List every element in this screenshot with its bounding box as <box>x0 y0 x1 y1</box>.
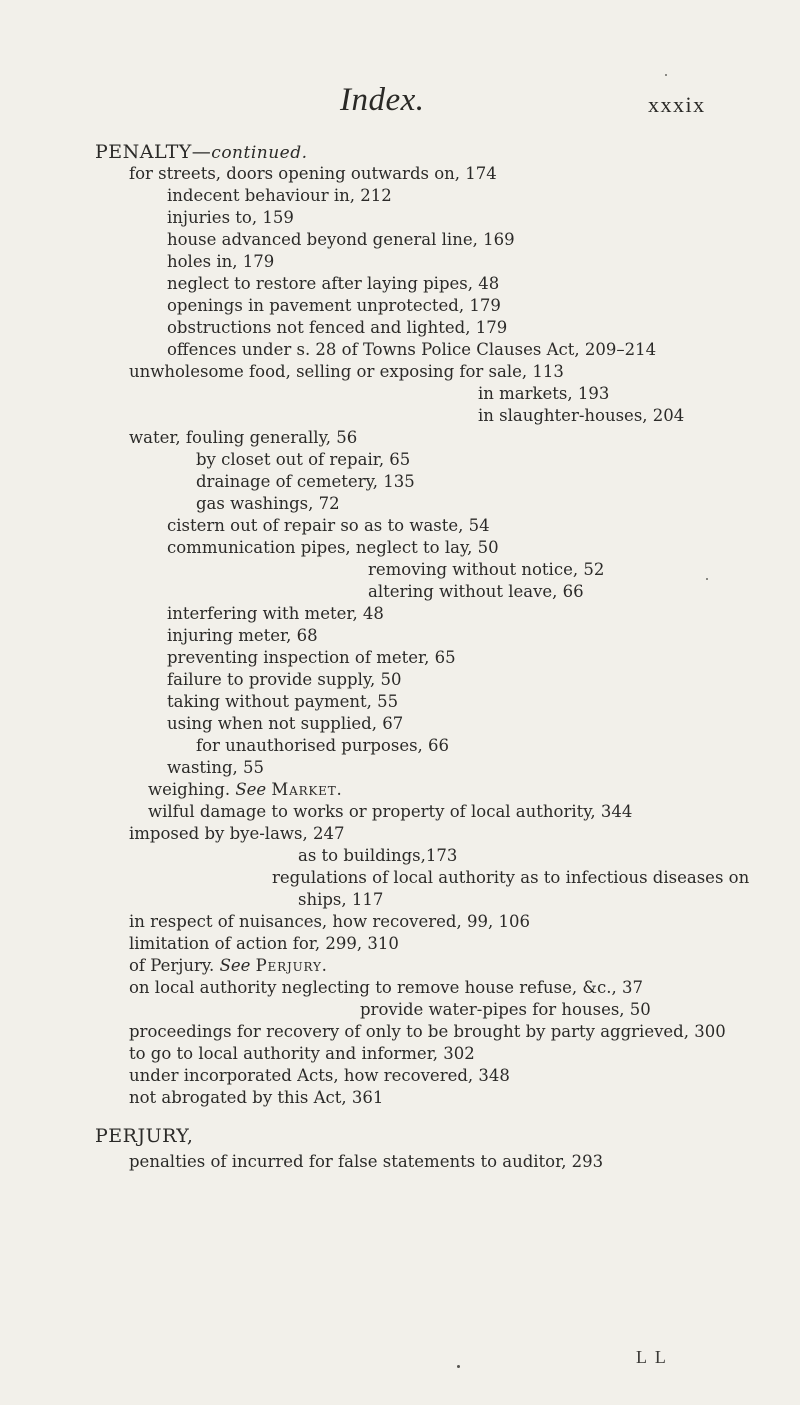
subentry: regulations of local authority as to infectious diseases on <box>272 868 750 887</box>
subentry: for streets, doors opening outwards on, 174 <box>129 164 497 183</box>
subentry: wilful damage to works or property of local authority, 344 <box>148 802 633 821</box>
page-number: xxxix <box>648 92 706 117</box>
subentry: on local authority neglecting to remove house refuse, &c., 37 <box>129 978 644 997</box>
subentry: removing without notice, 52 <box>368 560 605 579</box>
subentry: not abrogated by this Act, 361 <box>129 1088 384 1107</box>
cross-reference-weighing <box>148 780 343 800</box>
subentry: to go to local authority and informer, 302 <box>129 1044 475 1063</box>
entry-heading-perjury: PERJURY, <box>95 1125 194 1147</box>
subentry: penalties of incurred for false statements to auditor, 293 <box>129 1152 604 1171</box>
speck <box>665 74 667 76</box>
speck <box>706 578 708 580</box>
subentry: proceedings for recovery of only to be brought by party aggrieved, 300 <box>129 1022 726 1041</box>
entry-heading-penalty <box>95 142 308 163</box>
subentry: imposed by bye-laws, 247 <box>129 824 345 843</box>
signature-mark: L L <box>636 1347 668 1367</box>
subentry: gas washings, 72 <box>196 494 340 513</box>
subentry: taking without payment, 55 <box>167 692 399 711</box>
subentry: preventing inspection of meter, 65 <box>167 648 456 667</box>
subentry: ships, 117 <box>298 890 384 909</box>
subentry: openings in pavement unprotected, 179 <box>167 296 501 315</box>
subentry: in slaughter-houses, 204 <box>478 406 685 425</box>
subentry: unwholesome food, selling or exposing for sale, 113 <box>129 362 564 381</box>
subentry: neglect to restore after laying pipes, 48 <box>167 274 500 293</box>
subentry: altering without leave, 66 <box>368 582 584 601</box>
subentry: holes in, 179 <box>167 252 275 271</box>
subentry: injuries to, 159 <box>167 208 294 227</box>
subentry: using when not supplied, 67 <box>167 714 404 733</box>
subentry: in markets, 193 <box>478 384 610 403</box>
subentry: under incorporated Acts, how recovered, 348 <box>129 1066 510 1085</box>
subentry: wasting, 55 <box>167 758 265 777</box>
subentry: by closet out of repair, 65 <box>196 450 411 469</box>
print-mark <box>457 1365 460 1368</box>
subentry: communication pipes, neglect to lay, 50 <box>167 538 499 557</box>
ref-perjury: Perjury. <box>255 956 328 975</box>
subentry: house advanced beyond general line, 169 <box>167 230 515 249</box>
subentry: in respect of nuisances, how recovered, 99, 106 <box>129 912 530 931</box>
subentry: water, fouling generally, 56 <box>129 428 358 447</box>
perjury-ref-text: of Perjury. <box>129 956 215 975</box>
subentry: injuring meter, 68 <box>167 626 318 645</box>
continued-label: continued. <box>211 143 308 163</box>
subentry: indecent behaviour in, 212 <box>167 186 392 205</box>
subentry: as to buildings,173 <box>298 846 458 865</box>
subentry: drainage of cemetery, 135 <box>196 472 415 491</box>
subentry: limitation of action for, 299, 310 <box>129 934 399 953</box>
weighing-text: weighing. <box>148 780 231 799</box>
subentry: offences under s. 28 of Towns Police Clauses Act, 209–214 <box>167 340 657 359</box>
subentry: interfering with meter, 48 <box>167 604 384 623</box>
running-title: Index. <box>340 82 425 118</box>
heading-dash: — <box>191 141 212 163</box>
subentry: provide water-pipes for houses, 50 <box>360 1000 651 1019</box>
subentry: for unauthorised purposes, 66 <box>196 736 450 755</box>
subentry: cistern out of repair so as to waste, 54 <box>167 516 490 535</box>
cross-reference-perjury <box>129 956 328 976</box>
heading-text: PENALTY <box>95 141 192 163</box>
subentry: obstructions not fenced and lighted, 179 <box>167 318 508 337</box>
subentry: failure to provide supply, 50 <box>167 670 402 689</box>
ref-market: Market. <box>271 780 343 799</box>
see-label: See <box>219 956 251 975</box>
see-label: See <box>235 780 267 799</box>
